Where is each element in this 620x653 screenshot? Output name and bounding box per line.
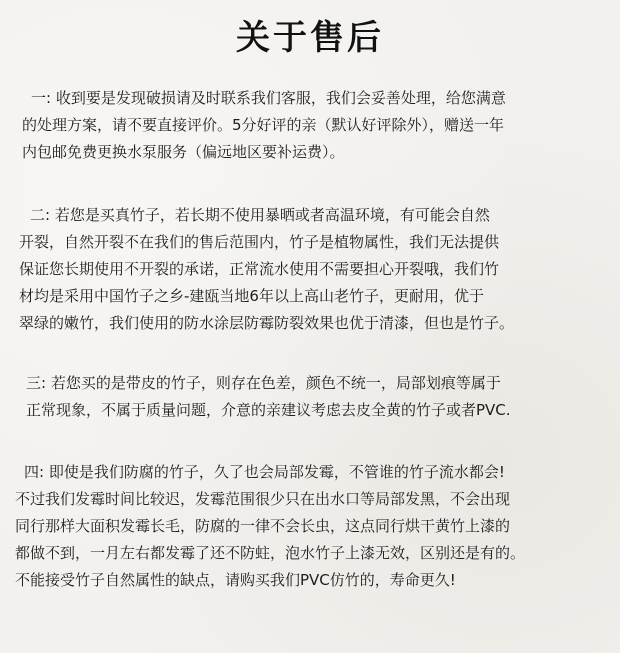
section-2-line-3: 保证您长期使用不开裂的承诺，正常流水使用不需要担心开裂哦，我们竹 — [19, 260, 500, 278]
section-4-line-5: 不能接受竹子自然属性的缺点，请购买我们PVC仿竹的，寿命更久! — [15, 571, 456, 589]
section-4 — [0, 459, 525, 594]
section-2-line-2: 开裂，自然开裂不在我们的售后范围内，竹子是植物属性，我们无法提供 — [19, 233, 500, 251]
section-4-line-1: 四: 即使是我们防腐的竹子，久了也会局部发霉，不管谁的竹子流水都会! — [24, 463, 505, 481]
section-3-line-2: 正常现象，不属于质量问题，介意的亲建议考虑去皮全黄的竹子或者PVC. — [26, 401, 511, 419]
section-2-line-1: 二: 若您是买真竹子，若长期不使用暴晒或者高温环境，有可能会自然 — [30, 206, 490, 224]
section-2 — [0, 202, 514, 337]
section-3-line-1: 三: 若您买的是带皮的竹子，则存在色差，颜色不统一，局部划痕等属于 — [26, 374, 501, 392]
page-title: 关于售后 — [236, 18, 384, 58]
section-1-line-1: 一: 收到要是发现破损请及时联系我们客服，我们会妥善处理，给您满意 — [31, 89, 506, 107]
section-2-line-5: 翠绿的嫩竹，我们使用的防水涂层防霉防裂效果也优于清漆，但也是竹子。 — [19, 314, 515, 332]
section-4-line-2: 不过我们发霉时间比较迟，发霉范围很少只在出水口等局部发黑，不会出现 — [15, 490, 511, 508]
section-3 — [0, 370, 511, 424]
section-4-line-4: 都做不到，一月左右都发霉了还不防蛀，泡水竹子上漆无效，区别还是有的。 — [15, 544, 526, 562]
section-1-line-3: 内包邮免费更换水泵服务（偏远地区要补运费）。 — [22, 143, 345, 161]
section-1-line-2: 的处理方案，请不要直接评价。5分好评的亲（默认好评除外），赠送一年 — [22, 116, 505, 134]
section-2-line-4: 材均是采用中国竹子之乡-建瓯当地6年以上高山老竹子，更耐用，优于 — [19, 287, 484, 305]
section-1 — [0, 85, 506, 166]
section-4-line-3: 同行那样大面积发霉长毛，防腐的一律不会长虫，这点同行烘干黄竹上漆的 — [15, 517, 511, 535]
